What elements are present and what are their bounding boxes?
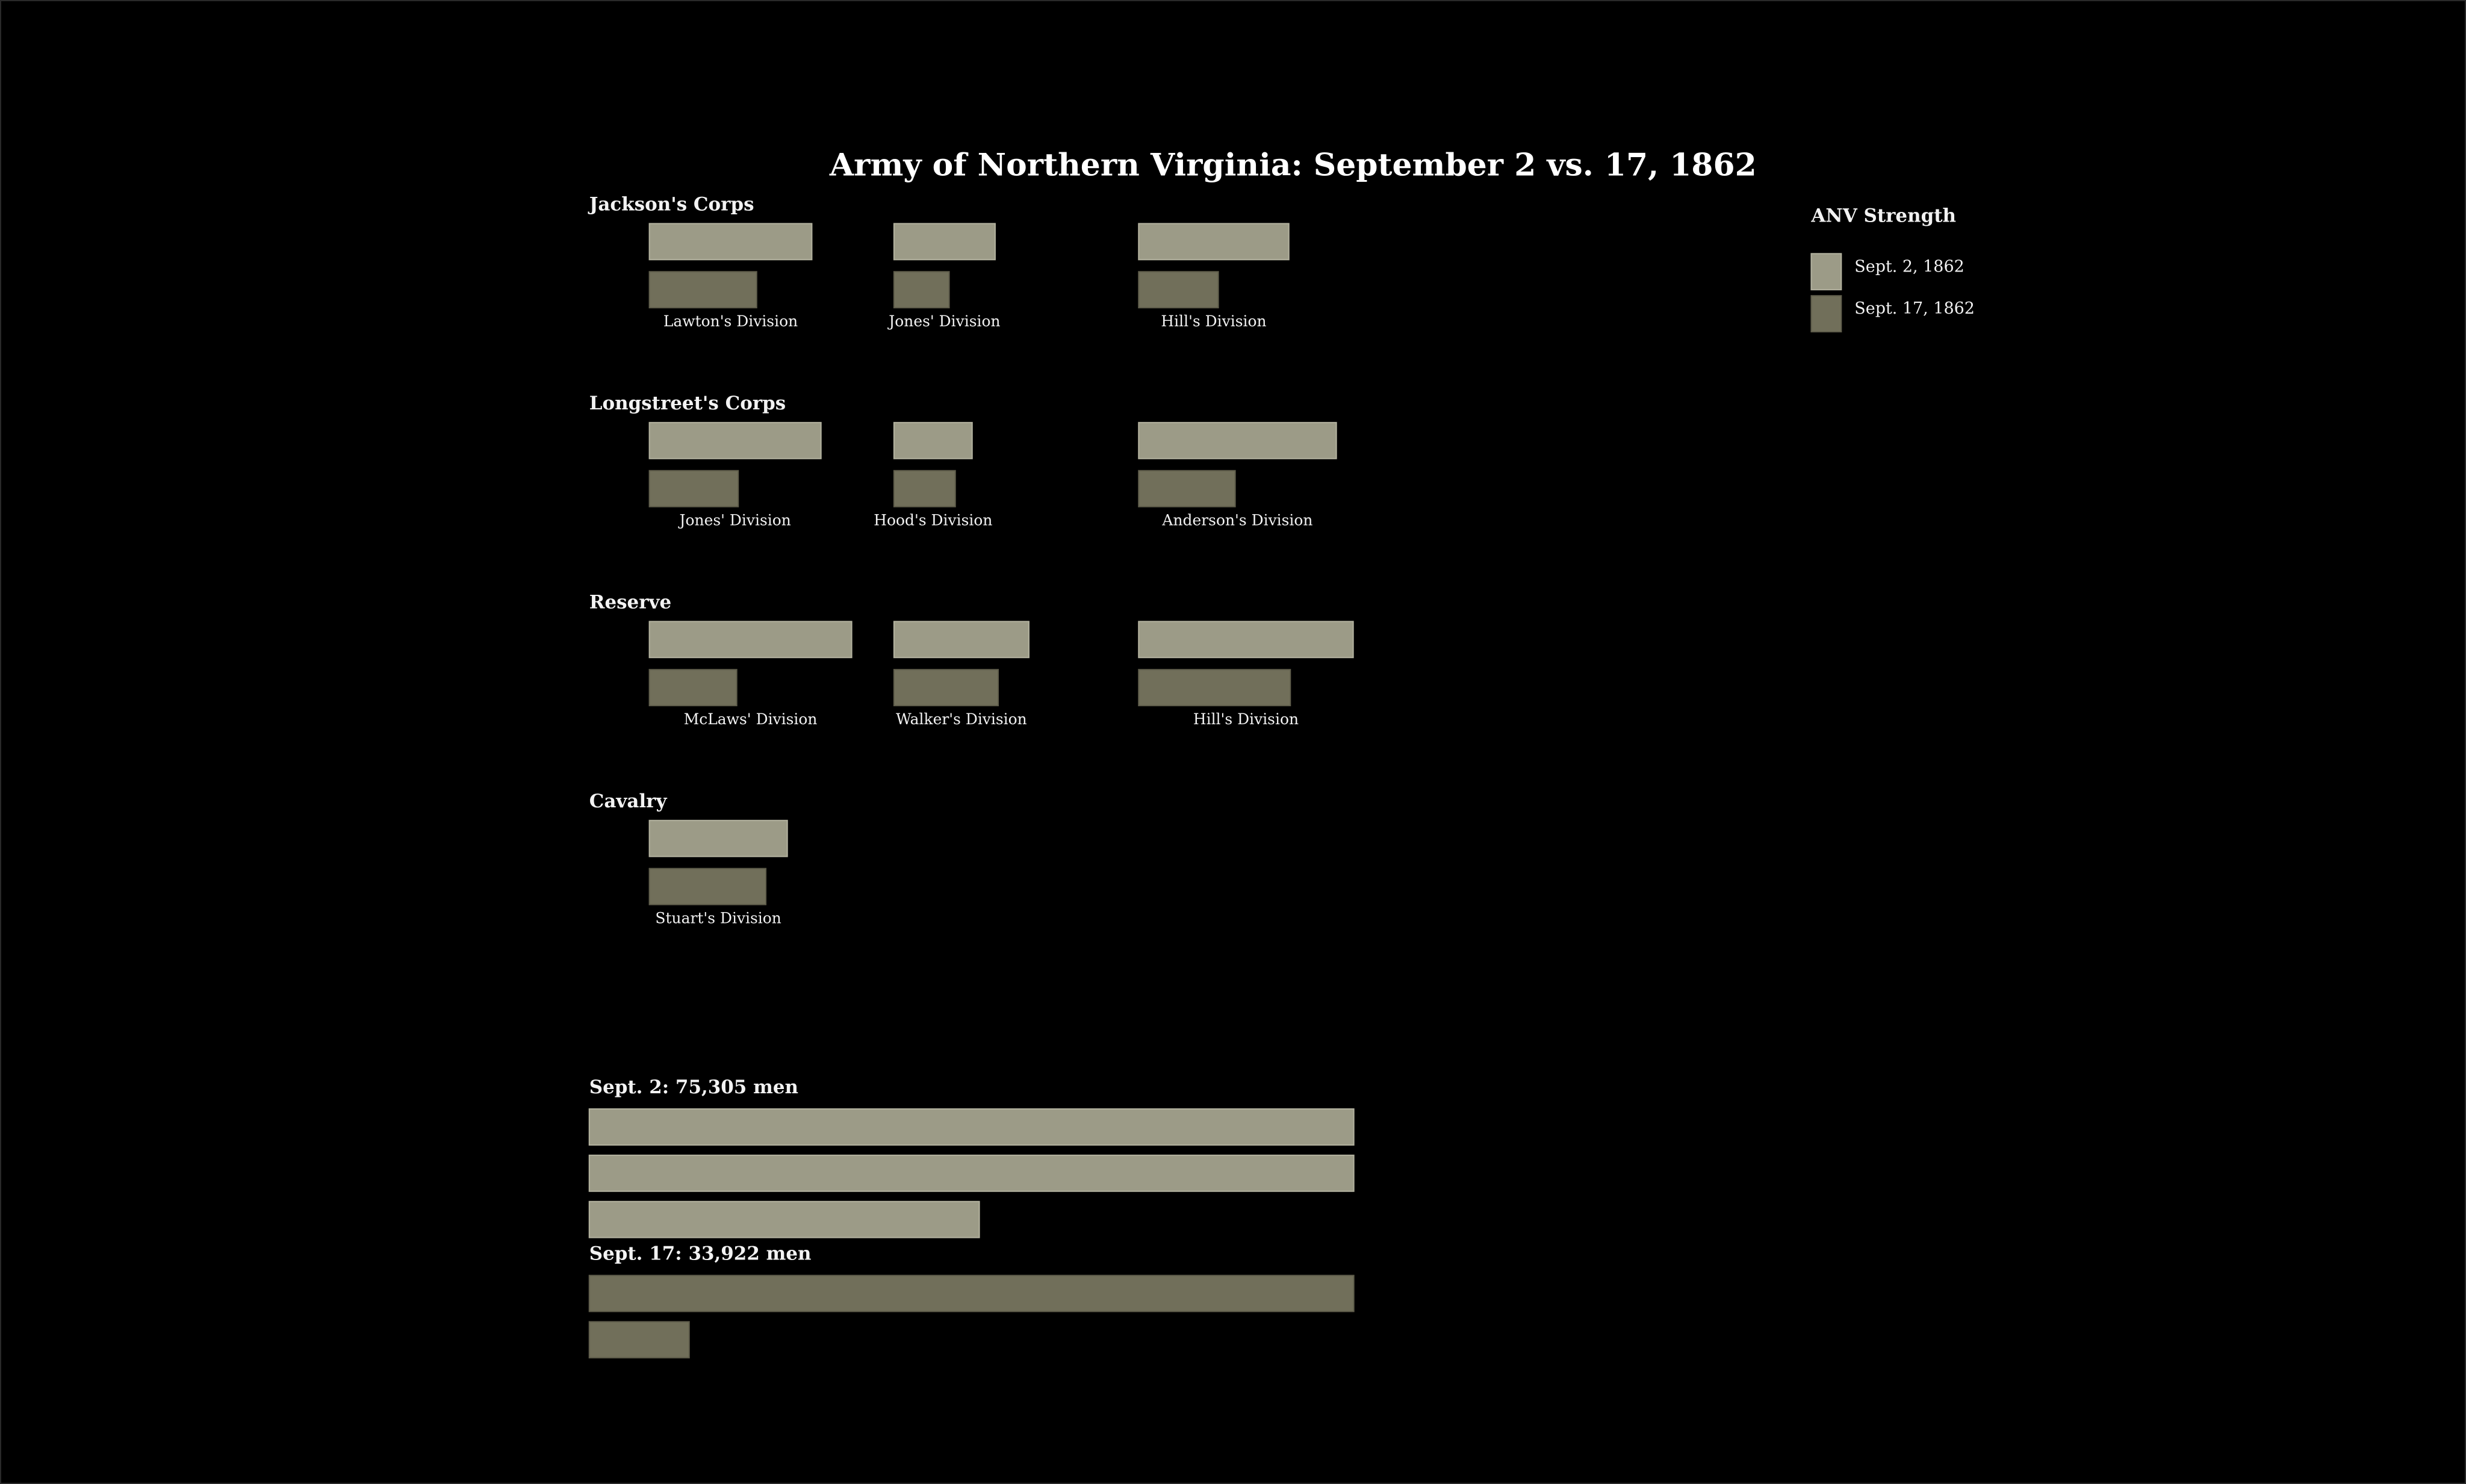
total-bar-sept-2-75-305-men-0 bbox=[589, 1109, 1354, 1145]
group-cavalry bbox=[589, 790, 787, 927]
division-label: Stuart's Division bbox=[655, 909, 781, 927]
bar-sept2-cavalry-stuart-s-division bbox=[650, 821, 787, 857]
group-label: Jackson's Corps bbox=[589, 193, 754, 216]
bar-sept17-reserve-hill-s-division bbox=[1138, 669, 1290, 706]
bar-sept2-reserve-mclaws-division bbox=[650, 621, 852, 657]
bar-sept17-jackson-s-corps-lawton-s-division bbox=[650, 272, 757, 308]
bar-sept17-jackson-s-corps-jones-division bbox=[894, 272, 949, 308]
legend bbox=[1810, 205, 1974, 332]
division-label: Lawton's Division bbox=[663, 312, 798, 331]
legend-swatch-sept-2-1862 bbox=[1811, 253, 1841, 290]
bar-sept17-reserve-mclaws-division bbox=[650, 669, 737, 706]
chart-title: Army of Northern Virginia: September 2 vs. 17, 1862 bbox=[829, 146, 1757, 184]
division-label: Jones' Division bbox=[679, 511, 791, 529]
division-label: Hood's Division bbox=[874, 511, 993, 529]
group-label: Reserve bbox=[589, 591, 672, 613]
group-label: Cavalry bbox=[589, 790, 667, 812]
bar-sept17-longstreet-s-corps-jones-division bbox=[650, 471, 739, 507]
bar-sept2-jackson-s-corps-hill-s-division bbox=[1138, 223, 1288, 259]
bar-sept2-jackson-s-corps-jones-division bbox=[894, 223, 995, 259]
division-label: Anderson's Division bbox=[1162, 511, 1313, 529]
bar-sept2-jackson-s-corps-lawton-s-division bbox=[650, 223, 812, 259]
bar-sept2-longstreet-s-corps-hood-s-division bbox=[894, 423, 972, 459]
total-sept-2-75-305-men bbox=[589, 1076, 1354, 1238]
bar-sept17-cavalry-stuart-s-division bbox=[650, 869, 766, 905]
division-groups bbox=[588, 193, 1353, 927]
bar-sept17-longstreet-s-corps-anderson-s-division bbox=[1138, 471, 1235, 507]
total-label: Sept. 2: 75,305 men bbox=[589, 1076, 799, 1099]
legend-title: ANV Strength bbox=[1811, 205, 1957, 227]
group-longstreet-s-corps bbox=[589, 393, 1337, 529]
division-label: Jones' Division bbox=[889, 312, 1001, 331]
bar-sept17-reserve-walker-s-division bbox=[894, 669, 998, 706]
bar-sept2-longstreet-s-corps-jones-division bbox=[650, 423, 821, 459]
legend-label: Sept. 2, 1862 bbox=[1854, 257, 1964, 276]
division-label: Walker's Division bbox=[896, 710, 1027, 728]
division-label: Hill's Division bbox=[1161, 312, 1267, 331]
group-reserve bbox=[589, 591, 1353, 728]
total-sept-17-33-922-men bbox=[589, 1243, 1354, 1358]
bar-sept17-jackson-s-corps-hill-s-division bbox=[1138, 272, 1218, 308]
total-bar-sept-17-33-922-men-0 bbox=[589, 1276, 1354, 1312]
total-bar-sept-17-33-922-men-1 bbox=[589, 1321, 689, 1358]
bar-sept2-reserve-hill-s-division bbox=[1138, 621, 1353, 657]
legend-swatch-sept-17-1862 bbox=[1811, 296, 1841, 332]
bar-sept2-longstreet-s-corps-anderson-s-division bbox=[1138, 423, 1336, 459]
division-label: McLaws' Division bbox=[683, 710, 818, 728]
total-bar-sept-2-75-305-men-1 bbox=[589, 1155, 1354, 1191]
division-label: Hill's Division bbox=[1193, 710, 1299, 728]
army-totals bbox=[589, 1076, 1354, 1358]
bar-sept17-longstreet-s-corps-hood-s-division bbox=[894, 471, 955, 507]
group-label: Longstreet's Corps bbox=[589, 392, 786, 414]
bar-sept2-reserve-walker-s-division bbox=[894, 621, 1029, 657]
total-bar-sept-2-75-305-men-2 bbox=[589, 1202, 980, 1238]
legend-label: Sept. 17, 1862 bbox=[1854, 299, 1975, 318]
group-jackson-s-corps bbox=[588, 193, 1289, 330]
total-label: Sept. 17: 33,922 men bbox=[589, 1243, 812, 1265]
